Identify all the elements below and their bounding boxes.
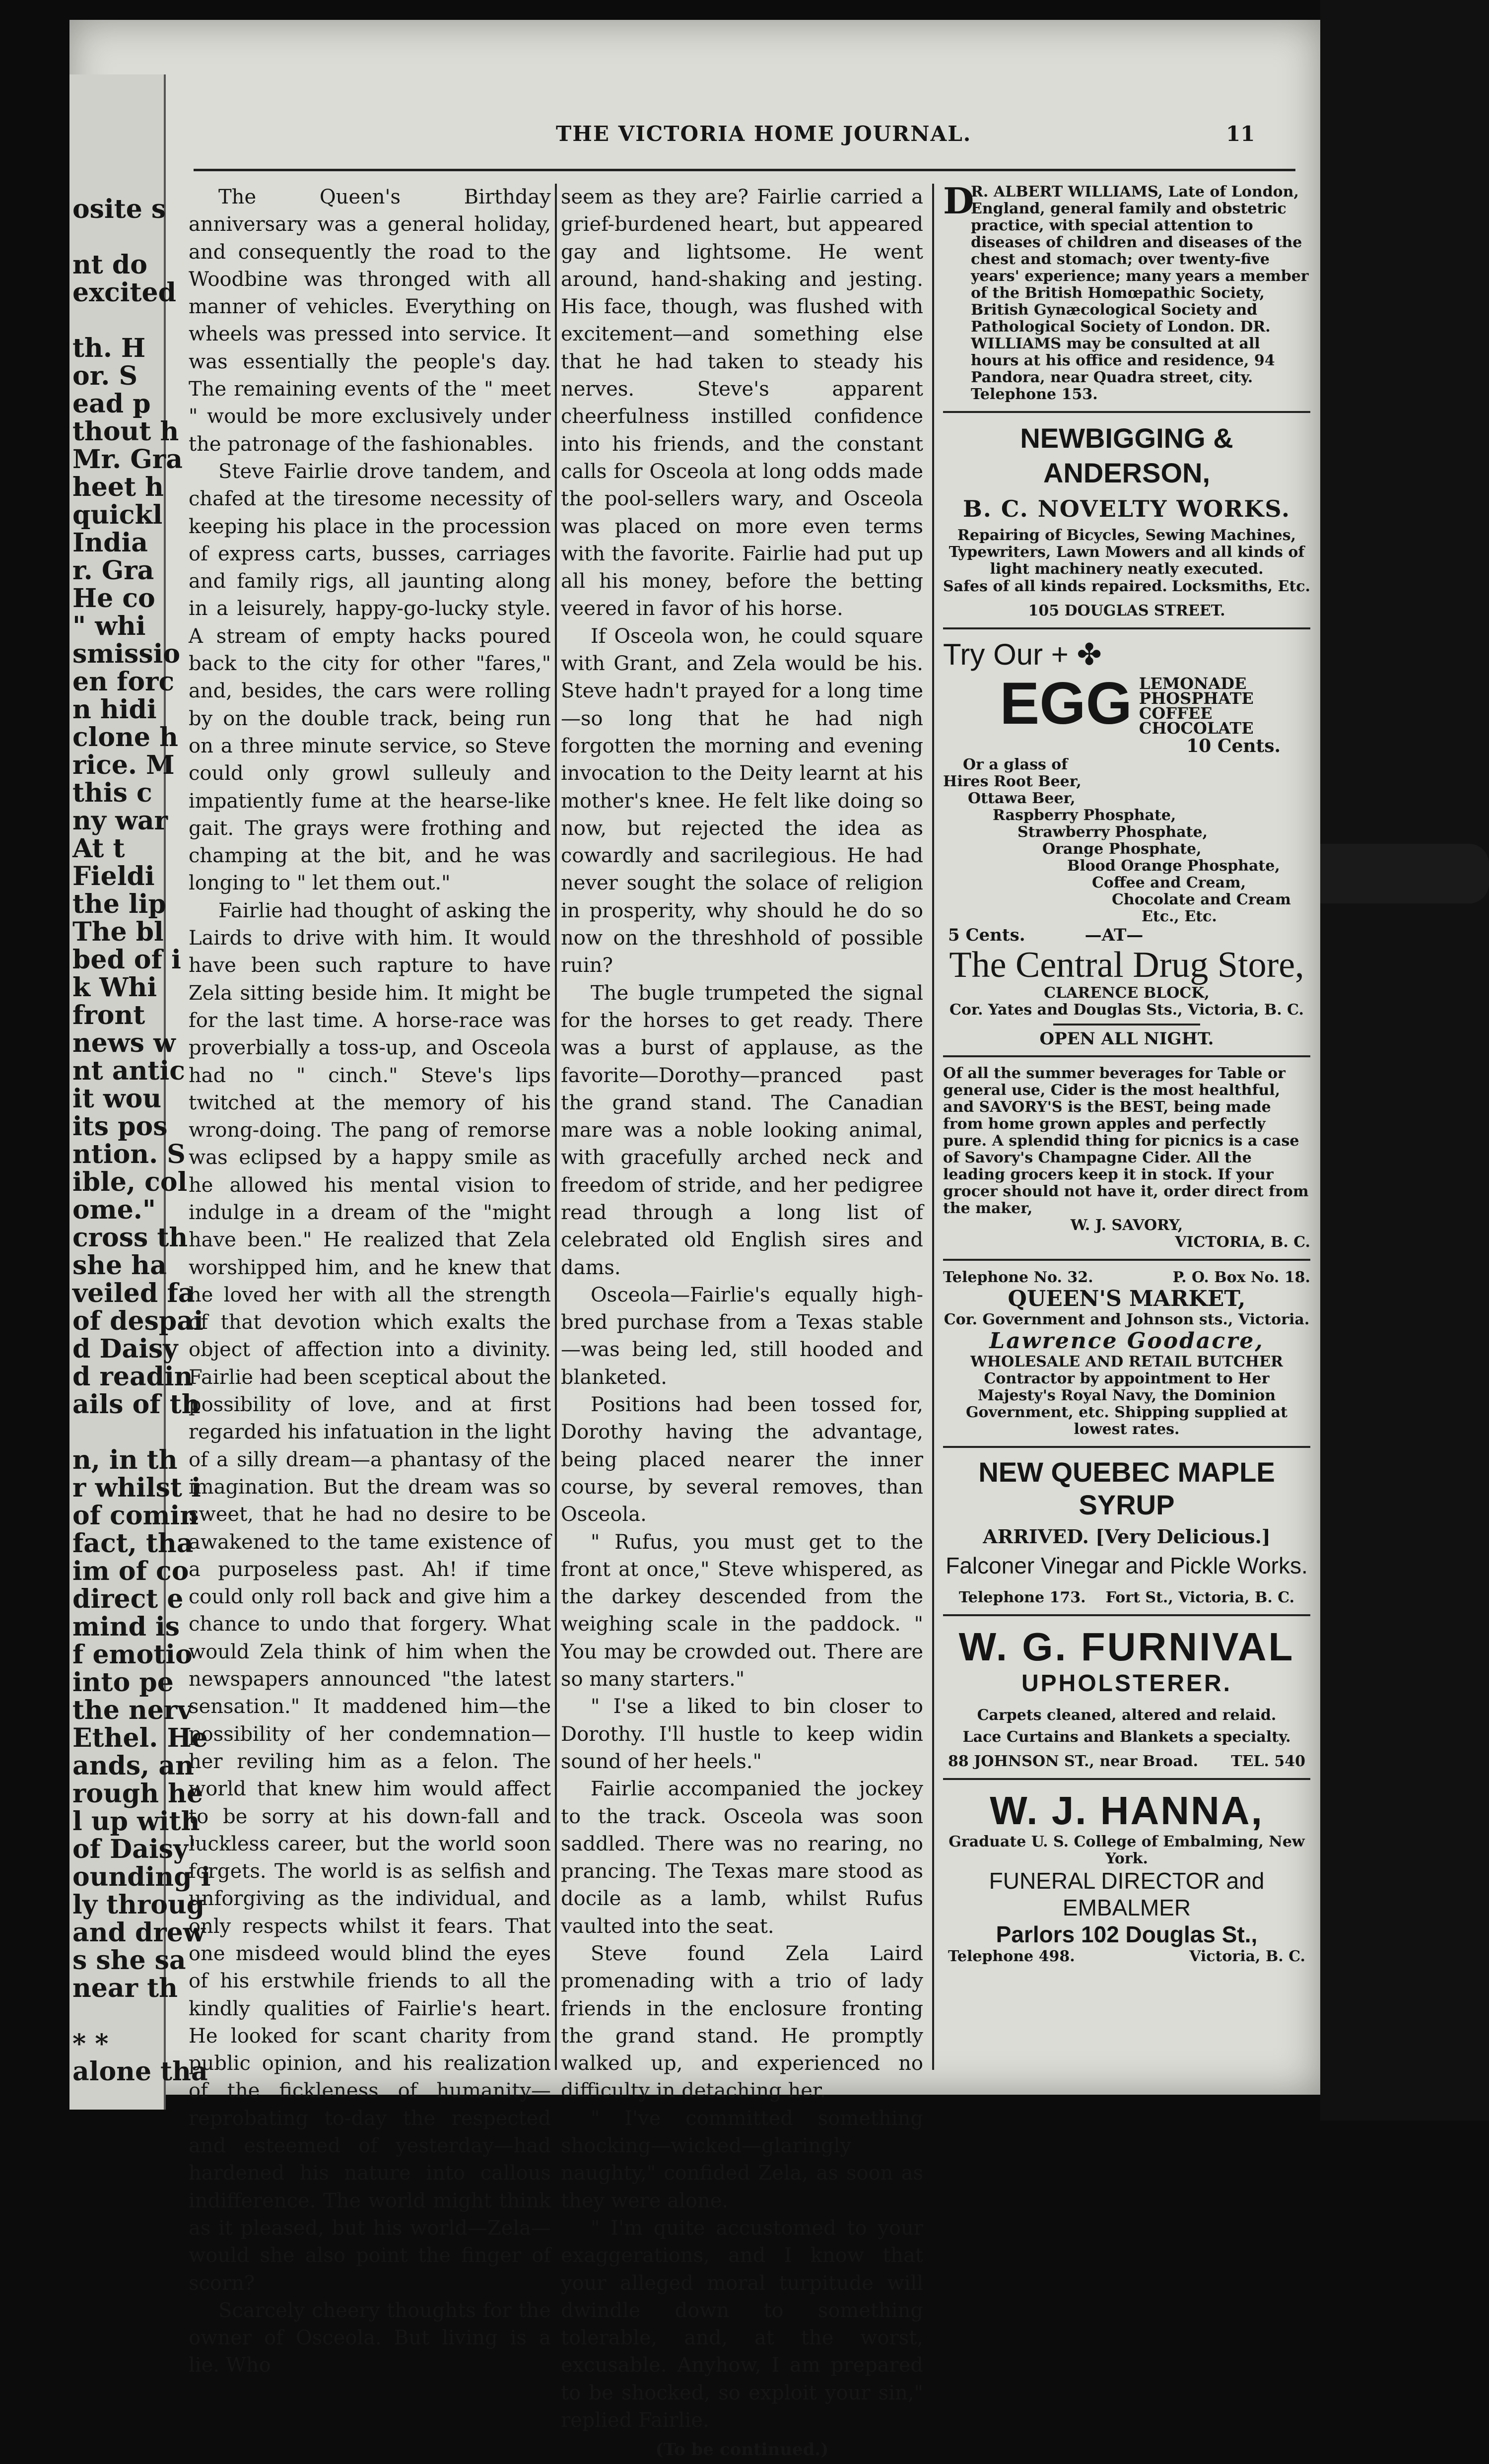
previous-page-fragment: it wou [72,1084,162,1114]
previous-page-fragment: quickl [72,500,163,530]
previous-page-fragment: Mr. Gra [72,444,183,475]
previous-page-fragment: veiled fa [72,1278,195,1308]
paragraph: " I'm quite accustomed to your exaggerations, and I know that your alleged moral turpitude will dwindle down to something tolerable, and, at the worst, excusable. Anyhow, I am prepared to be shocked, so exploit your sin," replied Fairlie. [561,2216,923,2432]
paragraph: " Rufus, you must get to the front at once," Steve whispered, as the darkey descended from the weighing scale in the paddock. " You may be crowded out. There are so many starters." [561,1530,923,1691]
ad-dr-williams [943,180,1310,403]
ad-text: Lace Curtains and Blankets a specialty. [962,1728,1291,1746]
previous-page-fragment: n hidi [72,694,157,725]
previous-page-fragment: ly throug [72,1890,205,1920]
previous-page-edge [69,74,211,2110]
ad-heading: W. G. FURNIVAL [958,1625,1295,1669]
previous-page-fragment: ible, col [72,1167,188,1197]
ad-text: Graduate U. S. College of Embalming, New York. [948,1833,1305,1867]
ad-subheading: B. C. NOVELTY WORKS. [962,495,1290,522]
previous-page-fragment: or. S [72,361,138,391]
ad-heading: QUEEN'S MARKET, [1008,1286,1246,1311]
previous-page-fragment: thout h [72,416,179,447]
previous-page-fragment: ntion. S [72,1139,186,1169]
paragraph: The bugle trumpeted the signal for the horses to get ready. There was a burst of applause, as the favorite—Dorothy—pranced past the grand stand. The Canadian mare was a noble looking animal, with gracefully arched neck and freedom of stride, and her pedigree read through a long list of celebrated old English sires and dams. [561,981,923,1279]
glass-list [943,756,1310,925]
ad-heading: Try Our + ✤ [943,638,1102,671]
ad-queens-market [943,1269,1310,1438]
previous-page-fragment: this c [72,778,152,808]
previous-page-fragment: d readin [72,1362,193,1392]
ad-text: Telephone No. 32. [943,1269,1093,1286]
previous-page-fragment: He co [72,583,155,614]
ad-newbigging [943,421,1310,619]
store-name: The Central Drug Store, [949,945,1304,985]
previous-page-fragment: r. Gra [72,555,154,586]
ad-address: Parlors 102 Douglas St., [996,1921,1258,1947]
previous-page-fragment: * * [72,2029,109,2059]
ad-divider [943,1614,1310,1616]
ad-text: W. J. SAVORY, [1070,1217,1183,1234]
paragraph: " I'se a liked to bin closer to Dorothy. I'll hustle to keep widin sound of her heels." [561,1695,923,1773]
previous-page-fragment: f emotio [72,1640,193,1670]
ad-text: P. O. Box No. 18. [1172,1269,1310,1286]
ad-text: Contractor by appointment to Her Majesty's Royal Navy, the Dominion Government, etc. Shipping supplied at lowest rates. [966,1370,1287,1438]
list-item: Coffee and Cream, [1092,874,1246,891]
previous-page-fragment: l up with [72,1806,200,1837]
ad-text: VICTORIA, B. C. [1175,1233,1310,1251]
ad-text: Locksmiths, Etc. [1171,578,1310,595]
list-item: Orange Phosphate, [1042,840,1202,858]
ad-text: Carpets cleaned, altered and relaid. [977,1707,1277,1724]
ad-text: Telephone 498. [948,1948,1075,1965]
ad-text: Repairing of Bicycles, Sewing Machines, Typewriters, Lawn Mowers and all kinds of light machinery neatly executed. [948,527,1305,578]
previous-page-fragment: th. H [72,333,146,363]
paragraph: Steve Fairlie drove tandem, and chafed at the tiresome necessity of keeping his place in the procession of express carts, busses, carriages and family rigs, all jaunting along in a leisurely, happy-go-lucky style. A stream of empty hacks poured back to the city for other "fares," and, besides, the cars were rolling by on the double track, being run on a three minute service, so Steve could only growl sulleuly and impatiently fume at the hearse-like gait. The grays were frothing and champing at the bit, and he was longing to " let them out." [189,460,551,895]
ad-savory-cider [943,1065,1310,1251]
ad-divider [943,1446,1310,1448]
paragraph: Steve found Zela Laird promenading with a trio of lady friends in the enclosure fronting the grand stand. He promptly walked up, and experienced no difficulty in detaching her. [561,1942,923,2103]
previous-page-fragment: ead p [72,389,151,419]
ad-divider [943,1055,1310,1057]
previous-page-fragment: mind is [72,1612,180,1642]
drop-cap: D [943,180,974,222]
paragraph: seem as they are? Fairlie carried a grief-burdened heart, but appeared gay and lightsome. He went around, hand-shaking and jesting. His face, though, was flushed with excitement—and something else that he had taken to steady his nerves. Steve's apparent cheerfulness instilled confidence into his friends, and the constant calls for Osceola at long odds made the pool-sellers wary, and Osceola was placed on more even terms with the favorite. Fairlie had put up all his money, before the betting veered in favor of his horse. [561,186,923,620]
to-be-continued-note: (To be continued.) [655,2440,829,2460]
ad-address: Fort St., Victoria, B. C. [1105,1589,1295,1606]
list-item: Hires Root Beer, [943,773,1082,790]
previous-page-fragment: excited [72,277,176,308]
ad-heading: NEWBIGGING & ANDERSON, [1020,422,1233,488]
previous-page-fragment: en forc [72,667,175,697]
previous-page-fragment: k Whi [72,972,157,1003]
previous-page-fragment: and drew [72,1917,205,1948]
paragraph: If Osceola won, he could square with Grant, and Zela would be his. Steve hadn't prayed for a long time—so long that he had nigh forgotten the morning and evening invocation to the Deity learnt at his mother's knee. He felt like doing so now, but rejected the idea as cowardly and sacrilegious. He had never sought the solace of religion in prosperity, why should he do so now on the threshhold of possible ruin? [561,624,923,977]
column-divider [555,184,557,2070]
advertisement-column [943,180,1310,1965]
previous-page-fragment: front [72,1000,145,1030]
list-item: COFFEE [1139,704,1213,723]
paragraph: Scarcely cheery thoughts for the owner of Osceola. But living is a lie. Who [189,2299,551,2377]
scan-background [1320,0,1489,2121]
previous-page-fragment: ny war [72,806,168,836]
paragraph: " I've committed something shocking—wicked—glaringly naughty," confided Zela, as soon as they were alone. [561,2107,923,2212]
previous-page-fragment: ome." [72,1195,156,1225]
drink-list [1139,676,1254,736]
ad-text: Safes of all kinds repaired. [943,578,1167,595]
previous-page-fragment: India [72,528,148,558]
page-header-title: THE VICTORIA HOME JOURNAL. [556,122,972,146]
list-item: Etc., Etc. [1142,908,1217,925]
ad-text: —AT— [1084,925,1144,945]
ad-address: 105 DOUGLAS STREET. [1028,602,1225,619]
price: 10 Cents. [1186,736,1281,756]
ad-text: WHOLESALE AND RETAIL BUTCHER [970,1353,1283,1370]
paragraph: Fairlie accompanied the jockey to the track. Osceola was soon saddled. There was no rearing, no prancing. The Texas mare stood as docile as a lamb, whilst Rufus vaulted into the seat. [561,1778,923,1938]
ad-divider [943,1259,1310,1261]
ad-address: Cor. Yates and Douglas Sts., Victoria, B. C. [949,1001,1304,1019]
previous-page-fragment: news w [72,1028,176,1058]
egg-word: EGG [1000,670,1132,737]
previous-page-fragment: n, in th [72,1445,178,1475]
previous-page-fragment: d Daisy [72,1334,178,1364]
previous-page-fragment: ands, an [72,1751,194,1781]
previous-page-fragment: nt do [72,250,147,280]
previous-page-fragment: Fieldi [72,861,155,891]
list-item: CHOCOLATE [1139,719,1254,738]
ad-divider [943,627,1310,629]
previous-page-fragment: At t [72,833,125,864]
previous-page-fragment: im of co [72,1556,189,1586]
ad-text: Telephone 173. [958,1589,1086,1606]
paragraph: Osceola—Fairlie's equally high-bred purchase from a Texas stable—was being led, still hooded and blanketed. [561,1283,923,1389]
list-item: PHOSPHATE [1139,689,1254,708]
previous-page-fragment: nt antic [72,1056,185,1086]
ad-text: R. ALBERT WILLIAMS, Late of London, England, general family and obstetric practice, with special attention to diseases of children and diseases of the chest and stomach; over twenty-five years' experience; many years a member of the British Homœpathic Society, British Gynæcological Society and Pathological Society of London. DR. WILLIAMS may be consulted at all hours at his office and residence, 94 Pandora, near Quadra street, city. Telephone 153. [971,183,1309,403]
ad-text: OPEN ALL NIGHT. [1039,1029,1214,1049]
ad-furnival [943,1624,1310,1770]
previous-page-fragment: s she sa [72,1945,186,1976]
previous-page-fragment: The bl [72,917,164,947]
previous-page-fragment: of despai [72,1306,203,1336]
price: 5 Cents. [948,925,1025,945]
previous-page-fragment: " whi [72,611,146,641]
previous-page-fragment: fact, tha [72,1528,194,1559]
previous-page-fragment: heet h [72,472,164,502]
story-column-2 [561,184,923,2464]
previous-page-fragment: of Daisy' [72,1834,197,1864]
previous-page-fragment: ounding i [72,1862,211,1892]
previous-page-fragment: the nerv [72,1695,193,1725]
ad-text: TEL. 540 [1231,1753,1305,1770]
previous-page-fragment: smissio [72,639,181,669]
previous-page-fragment: r whilst i [72,1473,201,1503]
column-divider [932,184,934,2070]
ad-divider [1053,1024,1200,1026]
previous-page-fragment: the lip [72,889,166,919]
ad-text: CLARENCE BLOCK, [1044,984,1210,1002]
previous-page-fragment: rough he [72,1779,203,1809]
ad-heading: Lawrence Goodacre, [989,1328,1264,1354]
ad-heading: NEW QUEBEC MAPLE SYRUP [978,1456,1275,1520]
paragraph: The Queen's Birthday anniversary was a general holiday, and consequently the road to the Woodbine was thronged with all manner of vehicles. Everything on wheels was pressed into service. It was essentially the people's day. The remaining events of the " meet " would be more exclusively under the patronage of the fashionables. [189,186,551,456]
ad-hanna [943,1788,1310,1965]
previous-page-fragment: ails of th [72,1389,201,1420]
list-item: Blood Orange Phosphate, [1067,857,1280,875]
ad-address: 88 JOHNSON ST., near Broad. [948,1753,1199,1770]
previous-page-fragment: alone tha [72,2056,208,2087]
ad-maple-syrup [943,1456,1310,1606]
ad-address: Cor. Government and Johnson sts., Victoria. [944,1311,1310,1328]
paragraph: Positions had been tossed for, Dorothy having the advantage, being placed nearer the inner course, by several removes, than Osceola. [561,1393,923,1526]
previous-page-fragment: its pos [72,1111,168,1142]
previous-page-fragment: clone h [72,722,178,753]
ad-divider [943,1778,1310,1780]
previous-page-fragment: rice. M [72,750,175,780]
list-item: LEMONADE [1139,674,1247,693]
list-item: Strawberry Phosphate, [1017,823,1208,841]
previous-page-fragment: near th [72,1973,178,2003]
ad-divider [943,411,1310,413]
previous-page-fragment: direct e [72,1584,184,1614]
ad-egg-drinks [943,637,1310,1047]
ad-heading: Falconer Vinegar and Pickle Works. [946,1553,1308,1578]
ad-text: ARRIVED. [Very Delicious.] [983,1525,1271,1548]
ad-heading: W. J. HANNA, [990,1788,1264,1833]
list-intro: Or a glass of [963,756,1068,773]
list-item: Chocolate and Cream [1112,891,1291,908]
previous-page-fragment: cross th [72,1223,188,1253]
previous-page-fragment: bed of i [72,945,181,975]
newspaper-page [69,20,1320,2460]
page-number: 11 [1226,122,1255,146]
paragraph: Fairlie had thought of asking the Lairds to drive with him. It would have been such rapture to have Zela sitting beside him. It might be for the last time. A horse-race was proverbially a toss-up, and Osceola had no " cinch." Steve's lips twitched at the memory of his wrong-doing. The pang of remorse was eclipsed by a happy smile as he allowed his mental vision to indulge in a dream of the "might have been." He realized that Zela worshipped him, and he knew that he loved her with all the strength of that devotion which exalts the object of affection into a divinity. Fairlie had been sceptical about the possibility of love, and at first regarded his infatuation in the light of a silly dream—a phantasy of the imagination. But the dream was so sweet, that he had no desire to be awakened to the tame existence of a purposeless past. Ah! if time could only roll back and give him a chance to undo that forgery. What would Zela think of him when the newspapers announced "the latest sensation." It maddened him—the possibility of her condemnation—her reviling him as a felon. The world that knew him would affect to be sorry at his down-fall and luckless career, but the world soon forgets. The world is as selfish and unforgiving as the individual, and only respects whilst it fears. That one misdeed would blind the eyes of his erstwhile friends to all the kindly qualities of Fairlie's heart. He looked for scant charity from public opinion, and his realization of the fickleness of humanity—reprobating to-day the respected and esteemed of yesterday—had hardened his nature into callous indifference. The world might think as it pleased, but his world—Zela—would she also point the finger of scorn? [189,899,551,2295]
previous-page-fragment: Ethel. He [72,1723,208,1753]
previous-page-fragment: into pe [72,1667,174,1698]
story-column-1 [189,184,551,2380]
previous-page-fragment: she ha [72,1250,167,1281]
ad-text: Of all the summer beverages for Table or general use, Cider is the most healthful, and SAVORY'S is the BEST, being made from home grown apples and perfectly pure. A splendid thing for picnics is a case of Savory's Champagne Cider. All the leading grocers keep it in stock. If your grocer should not have it, order direct from the maker, [943,1065,1309,1217]
ad-text: Victoria, B. C. [1189,1948,1305,1965]
header-rule [194,169,1295,171]
ad-subheading: UPHOLSTERER. [1021,1670,1232,1697]
list-item: Ottawa Beer, [968,790,1076,807]
previous-page-fragment: osite s [72,194,166,224]
previous-page-fragment: of comin [72,1501,199,1531]
ad-heading: FUNERAL DIRECTOR and EMBALMER [989,1868,1265,1920]
list-item: Raspberry Phosphate, [993,807,1176,824]
